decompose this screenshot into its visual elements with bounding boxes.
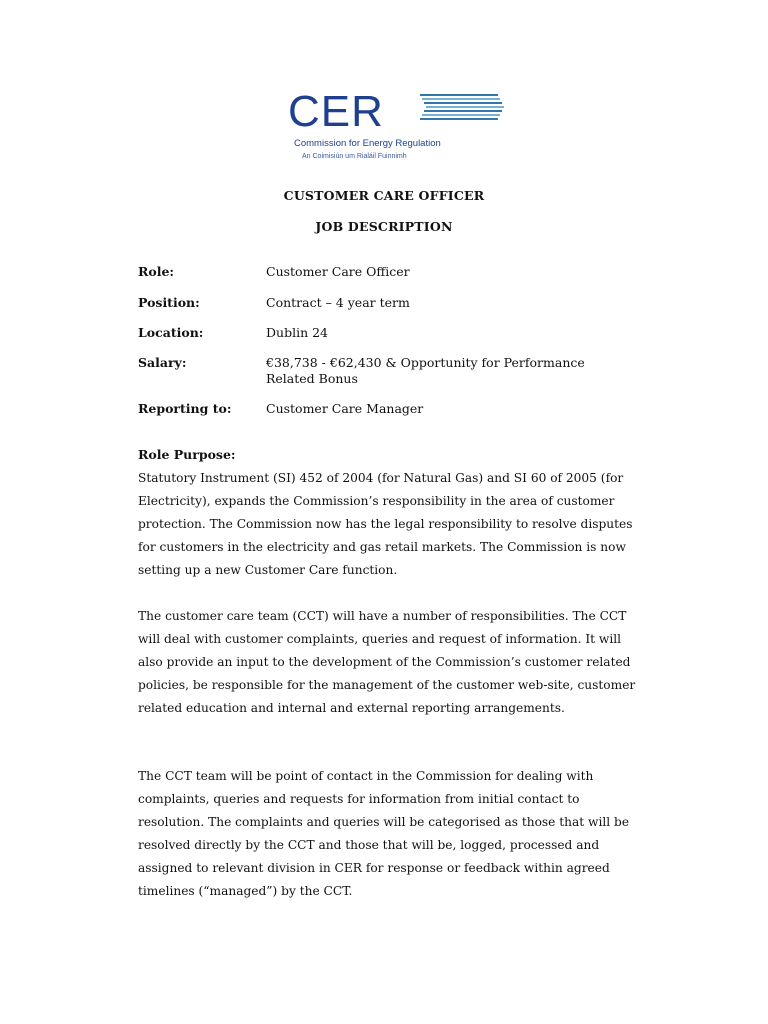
info-value: Customer Care Manager: [266, 401, 424, 416]
info-value: €38,738 - €62,430 & Opportunity for Performance Related Bonus: [266, 355, 585, 386]
logo-org-name: Commission for Energy Regulation: [294, 138, 441, 149]
info-label: Location:: [138, 325, 204, 340]
info-label: Position:: [138, 295, 200, 310]
info-value: Contract – 4 year term: [266, 295, 410, 310]
paragraph: The CCT team will be point of contact in the Commission for dealing with complaints, queries and requests for information from initial contact to resolution. The complaints and queries will be categorised as those that will be resolved directly by the CCT and those that will be, logged, processed and assigned to relevant division in CER for response or feedback within agreed timelines (“managed”) by the CCT.: [138, 769, 630, 898]
document-title: CUSTOMER CARE OFFICER: [283, 188, 485, 203]
section-title-role-purpose: Role Purpose:: [138, 447, 236, 462]
cer-logo-graphic: [280, 78, 510, 170]
paragraph: The customer care team (CCT) will have a number of responsibilities. The CCT will deal with customer complaints, queries and request of information. It will also provide an input to the development of the Commission’s customer related policies, be responsible for the management of the customer web-site, customer related education and internal and external reporting arrangements.: [138, 609, 636, 715]
logo-org-name-irish: An Coimisiún um Rialáil Fuinnimh: [302, 153, 407, 160]
info-label: Role:: [138, 264, 175, 279]
cer-logo: [280, 78, 510, 170]
logo-stripes-icon: [420, 95, 504, 119]
paragraph: Statutory Instrument (SI) 452 of 2004 (for Natural Gas) and SI 60 of 2005 (for Electricity), expands the Commission’s responsibility in the area of customer protection. The Commission now has the legal responsibility to resolve disputes for customers in the electricity and gas retail markets. The Commission is now setting up a new Customer Care function.: [138, 471, 633, 577]
info-label: Salary:: [138, 355, 187, 370]
document-subtitle: JOB DESCRIPTION: [315, 219, 453, 234]
logo-abbreviation: CER: [288, 87, 384, 136]
info-value: Customer Care Officer: [266, 264, 410, 279]
info-label: Reporting to:: [138, 401, 232, 416]
info-value: Dublin 24: [266, 325, 328, 340]
